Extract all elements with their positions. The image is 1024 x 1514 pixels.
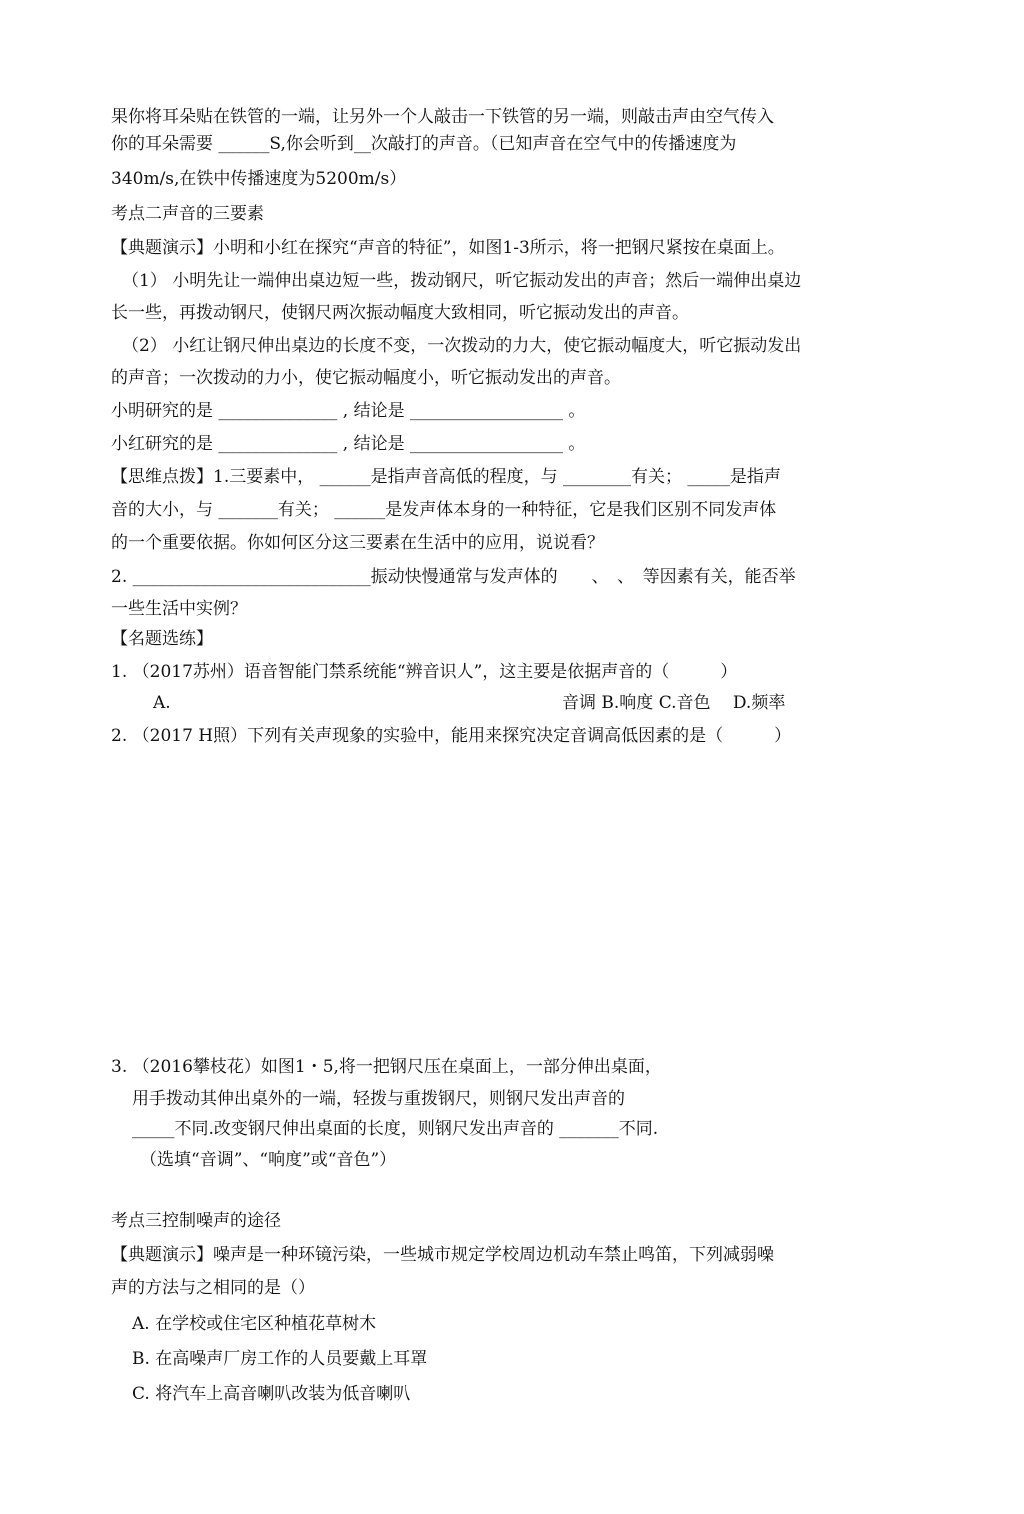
thinking-tip-5: 一些生活中实例？: [111, 599, 247, 619]
thinking-tip-4: 2. ____________________________振动快慢通常与发声体的 、 、 等因素有关，能否举: [111, 567, 796, 587]
noise-example-1: 【典题演示】噪声是一种环镜污染，一些城市规定学校周边机动车禁止鸣笛，下列减弱噪: [111, 1245, 774, 1265]
section-heading-3: 考点三控制噪声的途径: [111, 1211, 281, 1231]
text-line-8: （2） 小红让钢尺伸出桌边的长度不变，一次拨动的力大，使它振动幅度大，听它振动发出: [122, 336, 802, 356]
text-line-3: 340m/s,在铁中传播速度为5200m/s）: [111, 169, 407, 189]
q3-line-2: 用手拨动其伸出桌外的一端，轻拨与重拨钢尺，则钢尺发出声音的: [132, 1089, 625, 1109]
noise-option-c: C. 将汽车上高音喇叭改装为低音喇叭: [132, 1384, 411, 1404]
question-3: 3. （2016攀枝花）如图1・5,将一把钢尺压在桌面上，一部分伸出桌面，: [111, 1057, 662, 1077]
section-heading-2: 考点二声音的三要素: [111, 204, 264, 224]
thinking-tip-2: 音的大小，与 _______有关； ______是发声体本身的一种特征，它是我们区别不同发声体: [111, 500, 777, 520]
q1-option-a: A.: [153, 693, 171, 713]
question-1: 1. （2017苏州）语音智能门禁系统能“辨音识人”，这主要是依据声音的（ ）: [111, 662, 738, 682]
text-line-6: （1） 小明先让一端伸出桌边短一些，拨动钢尺，听它振动发出的声音；然后一端伸出桌边: [122, 271, 802, 291]
question-2: 2. （2017 H照）下列有关声现象的实验中，能用来探究决定音调高低因素的是（ ）: [111, 726, 792, 746]
example-intro: 【典题演示】小明和小红在探究“声音的特征”，如图1-3所示，将一把钢尺紧按在桌面上。: [111, 238, 785, 258]
noise-option-b: B. 在高噪声厂房工作的人员要戴上耳罩: [132, 1349, 428, 1369]
text-line-1: 果你将耳朵贴在铁管的一端，让另外一个人敲击一下铁管的另一端，则敲击声由空气传入: [111, 107, 774, 127]
noise-option-a: A. 在学校或住宅区种植花草树木: [132, 1314, 377, 1334]
fill-line-xiaoming: 小明研究的是 ______________ , 结论是 __________________ 。: [111, 401, 586, 421]
text-line-2: 你的耳朵需要 ______S,你会听到__次敲打的声音。（已知声音在空气中的传播速度为: [111, 134, 737, 154]
text-line-7: 长一些，再拨动钢尺，使钢尺两次振动幅度大致相同，听它振动发出的声音。: [111, 303, 689, 323]
thinking-tip-3: 的一个重要依据。你如何区分这三要素在生活中的应用，说说看？: [111, 533, 604, 553]
noise-example-2: 声的方法与之相同的是（）: [111, 1278, 315, 1298]
exercise-heading: 【名题选练】: [111, 629, 213, 649]
q3-line-4: （选填“音调”、“响度”或“音色”）: [140, 1150, 397, 1170]
q3-line-3: _____不同.改变钢尺伸出桌面的长度，则钢尺发出声音的 _______不同.: [132, 1119, 659, 1139]
fill-line-xiaohong: 小红研究的是 ______________ , 结论是 __________________ 。: [111, 434, 586, 454]
q1-options: 音调 B.响度 C.音色 D.频率: [562, 693, 786, 713]
text-line-9: 的声音；一次拨动的力小，使它振动幅度小，听它振动发出的声音。: [111, 368, 621, 388]
thinking-tip-1: 【思维点拨】1.三要素中， ______是指声音高低的程度，与 ________有关； _____是指声: [111, 467, 781, 487]
